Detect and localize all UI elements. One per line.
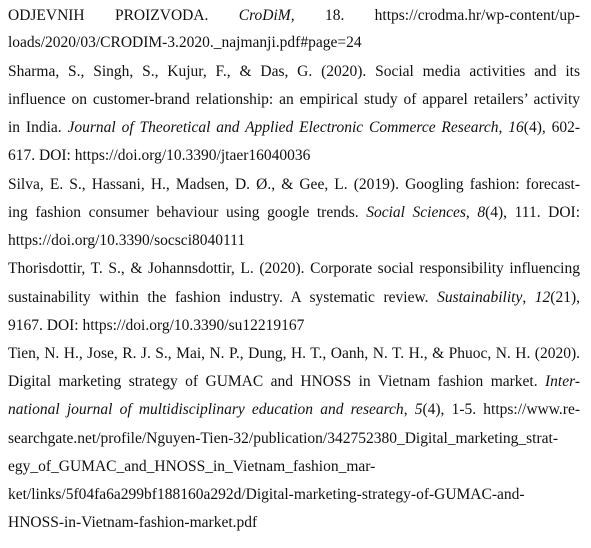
italic-text: Journal of Theoretical and Applied Electronic Commerce Research, 16 [67,119,524,136]
text-run: loads/2020/03/CRODIM-3.2020._najmanji.pdf#page=24 [8,34,362,51]
reference-line [8,429,580,451]
text-run: https://doi.org/10.3390/socsci8040111 [8,232,246,249]
reference-line [8,175,580,197]
text-run: egy_of_GUMAC_and_HNOSS_in_Vietnam_fashion_mar- [8,458,376,475]
text-run: Thorisdottir, T. S., & Johannsdottir, L. (2020). Corporate social responsibility influencing [8,260,580,277]
text-run: 617. DOI: https://doi.org/10.3390/jtaer16040036 [8,147,311,164]
italic-text: Social Sciences [366,204,466,221]
reference-line [8,146,580,168]
italic-text: 12 [534,289,551,306]
reference-line [8,400,580,422]
text-run: 18. https://crodma.hr/wp-content/up- [294,7,580,24]
text-run: , [403,401,415,418]
reference-line [8,288,580,310]
text-run: HNOSS-in-Vietnam-fashion-market.pdf [8,514,258,531]
italic-text: CroDiM, [238,7,295,24]
text-run: in India. [8,119,68,136]
text-run: influence on customer-brand relationship: an empirical study of apparel retailers’ activity [8,91,580,108]
reference-line [8,457,580,479]
reference-line [8,259,580,281]
text-run: (4), 602- [523,119,581,136]
text-run: (21), [550,289,580,306]
reference-line [8,231,580,253]
reference-line [8,6,580,28]
text-run: sustainability within the fashion industry. A systematic review. [8,289,438,306]
reference-line [8,513,580,535]
text-run: , [465,204,478,221]
reference-line [8,33,580,55]
reference-line [8,90,580,112]
italic-text: 8 [477,204,486,221]
reference-line [8,344,580,366]
reference-line [8,203,580,225]
reference-line [8,62,580,84]
text-run: ket/links/5f04fa6a299bf188160a292d/Digital-marketing-strategy-of-GUMAC-and- [8,486,525,503]
italic-text: Inter- [545,373,580,390]
reference-line [8,316,580,338]
text-run: 9167. DOI: https://doi.org/10.3390/su12219167 [8,317,305,334]
reference-line [8,485,580,507]
text-run: (4), 111. DOI: [485,204,580,221]
text-run: ing fashion consumer behaviour using google trends. [8,204,367,221]
text-run: ODJEVNIH PROIZVODA. [8,7,239,24]
italic-text: national journal of multidisciplinary education and research [8,401,404,418]
text-run: (4), 1-5. https://www.re- [422,401,581,418]
text-run: Digital marketing strategy of GUMAC and HNOSS in Vietnam fashion market. [8,373,546,390]
reference-line [8,372,580,394]
text-run: Tien, N. H., Jose, R. J. S., Mai, N. P., Dung, H. T., Oanh, N. T. H., & Phuoc, N. H. (2020). [8,345,580,362]
italic-text: 5 [414,401,423,418]
text-run: Silva, E. S., Hassani, H., Madsen, D. Ø., & Gee, L. (2019). Googling fashion: forecast- [8,176,580,193]
text-run: Sharma, S., Singh, S., Kujur, F., & Das, G. (2020). Social media activities and its [8,63,580,80]
text-run: , [522,289,535,306]
italic-text: Sustainability [437,289,523,306]
reference-line [8,118,580,140]
text-run: searchgate.net/profile/Nguyen-Tien-32/publication/342752380_Digital_marketing_strat- [8,430,558,447]
